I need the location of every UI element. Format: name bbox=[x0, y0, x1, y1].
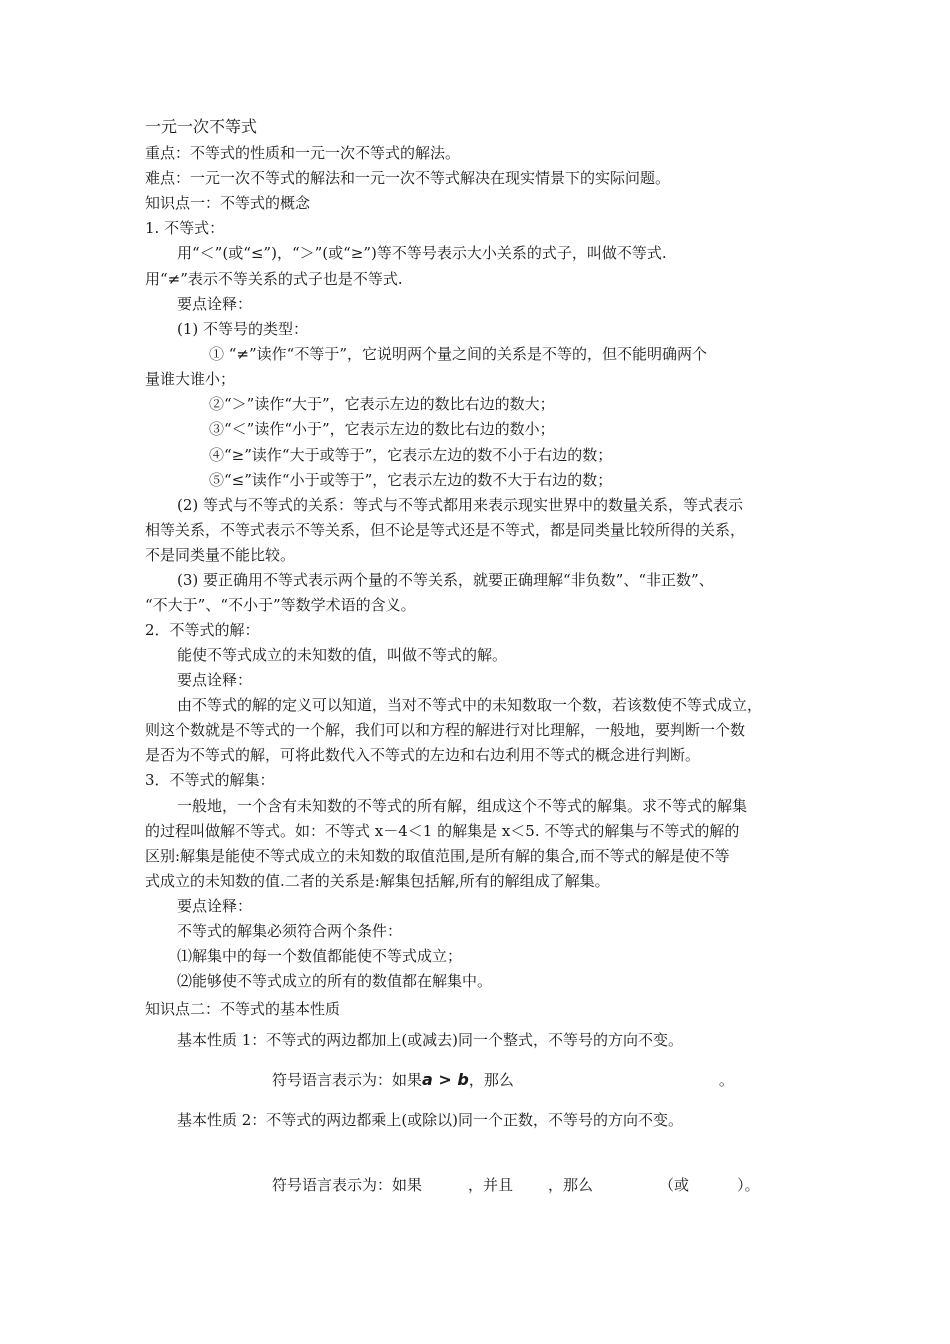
property-1: 基本性质 1：不等式的两边都加上(或减去)同一个整式，不等号的方向不变。 bbox=[177, 1031, 684, 1049]
note-2-cont-2: 不是同类量不能比较。 bbox=[145, 546, 296, 564]
section-1-heading: 1. 不等式： bbox=[145, 219, 225, 237]
inequality-definition-cont: 用“≠”表示不等关系的式子也是不等式. bbox=[145, 270, 403, 288]
page-title: 一元一次不等式 bbox=[145, 117, 258, 136]
note-1-item-4: ④“≥”读作“大于或等于”，它表示左边的数不小于右边的数； bbox=[209, 446, 613, 464]
solution-set-definition: 一般地，一个含有未知数的不等式的所有解，组成这个不等式的解集。求不等式的解集 bbox=[177, 797, 748, 815]
note-1-heading: (1) 不等号的类型： bbox=[177, 320, 309, 338]
note-2: (2) 等式与不等式的关系：等式与不等式都用来表示现实世界中的数量关系，等式表示 bbox=[177, 496, 744, 514]
section-2-note-text-cont-1: 则这个数就是不等式的一个解，我们可以和方程的解进行对比理解，一般地，要判断一个数 bbox=[145, 721, 746, 739]
solution-set-conditions: 不等式的解集必须符合两个条件： bbox=[177, 922, 403, 940]
solution-set-condition-1: ⑴解集中的每一个数值都能使不等式成立； bbox=[177, 947, 463, 965]
note-3-cont: “不大于”、“不小于”等数学术语的含义。 bbox=[145, 596, 416, 614]
section-2-note-text-cont-2: 是否为不等式的解，可将此数代入不等式的左边和右边利用不等式的概念进行判断。 bbox=[145, 746, 701, 764]
note-3: (3) 要正确用不等式表示两个量的不等关系，就要正确理解“非负数”、“非正数”、 bbox=[177, 571, 714, 589]
note-1-item-3: ③“＜”读作“小于”，它表示左边的数比右边的数小； bbox=[209, 420, 555, 438]
section-2-heading: 2．不等式的解： bbox=[145, 621, 260, 639]
section-3-heading: 3．不等式的解集： bbox=[145, 771, 275, 789]
knowledge-point-1-heading: 知识点一：不等式的概念 bbox=[145, 194, 311, 212]
property-1-symbolic-end: 。 bbox=[718, 1071, 734, 1089]
section-3-notes-label: 要点诠释： bbox=[177, 897, 253, 915]
note-1-item-1-cont: 量谁大谁小； bbox=[145, 370, 236, 388]
difficulty-line: 难点：一元一次不等式的解法和一元一次不等式解决在现实情景下的实际问题。 bbox=[145, 169, 671, 187]
solution-definition: 能使不等式成立的未知数的值，叫做不等式的解。 bbox=[177, 646, 508, 664]
focus-line: 重点：不等式的性质和一元一次不等式的解法。 bbox=[145, 144, 461, 162]
note-1-item-1: ① “≠”读作“不等于”，它说明两个量之间的关系是不等的，但不能明确两个 bbox=[209, 345, 708, 363]
property-2-symbolic-end: ）。 bbox=[737, 1176, 760, 1194]
note-1-item-2: ②“＞”读作“大于”，它表示左边的数比右边的数大； bbox=[209, 395, 555, 413]
property-2-symbolic-prefix: 符号语言表示为：如果 bbox=[272, 1176, 423, 1194]
note-2-cont-1: 相等关系，不等式表示不等关系，但不论是等式还是不等式，都是同类量比较所得的关系， bbox=[145, 521, 746, 539]
solution-set-definition-cont-2: 区别:解集是能使不等式成立的未知数的取值范围,是所有解的集合,而不等式的解是使不等 bbox=[145, 847, 730, 865]
property-2-symbolic bbox=[272, 1175, 760, 1195]
property-2: 基本性质 2：不等式的两边都乘上(或除以)同一个正数，不等号的方向不变。 bbox=[177, 1111, 684, 1129]
property-2-symbolic-and: ，并且 bbox=[468, 1176, 514, 1194]
section-2-notes-label: 要点诠释： bbox=[177, 671, 253, 689]
section-2-note-text: 由不等式的解的定义可以知道，当对不等式中的未知数取一个数，若该数使不等式成立， bbox=[177, 696, 763, 714]
inequality-definition: 用“＜”(或“≤”)，“＞”(或“≥”)等不等号表示大小关系的式子，叫做不等式. bbox=[177, 244, 667, 262]
note-1-item-5: ⑤“≤”读作“小于或等于”，它表示左边的数不大于右边的数； bbox=[209, 471, 613, 489]
solution-set-condition-2: ⑵能够使不等式成立的所有的数值都在解集中。 bbox=[177, 972, 493, 990]
property-2-symbolic-or: （或 bbox=[659, 1176, 690, 1194]
property-2-symbolic-then: ，那么 bbox=[548, 1176, 594, 1194]
property-1-symbolic-then: ，那么 bbox=[468, 1071, 514, 1089]
property-1-symbolic-prefix: 符号语言表示为：如果 bbox=[272, 1071, 423, 1089]
property-1-symbolic bbox=[272, 1070, 734, 1090]
solution-set-definition-cont-3: 式成立的未知数的值.二者的关系是:解集包括解,所有的解组成了解集。 bbox=[145, 872, 610, 890]
knowledge-point-2-heading: 知识点二：不等式的基本性质 bbox=[145, 1000, 341, 1018]
a-greater-than-b-expression: a > b bbox=[422, 1070, 469, 1089]
solution-set-definition-cont-1: 的过程叫做解不等式。如：不等式 x－4＜1 的解集是 x＜5. 不等式的解集与不等式的解的 bbox=[145, 822, 740, 840]
notes-label: 要点诠释： bbox=[177, 295, 253, 313]
